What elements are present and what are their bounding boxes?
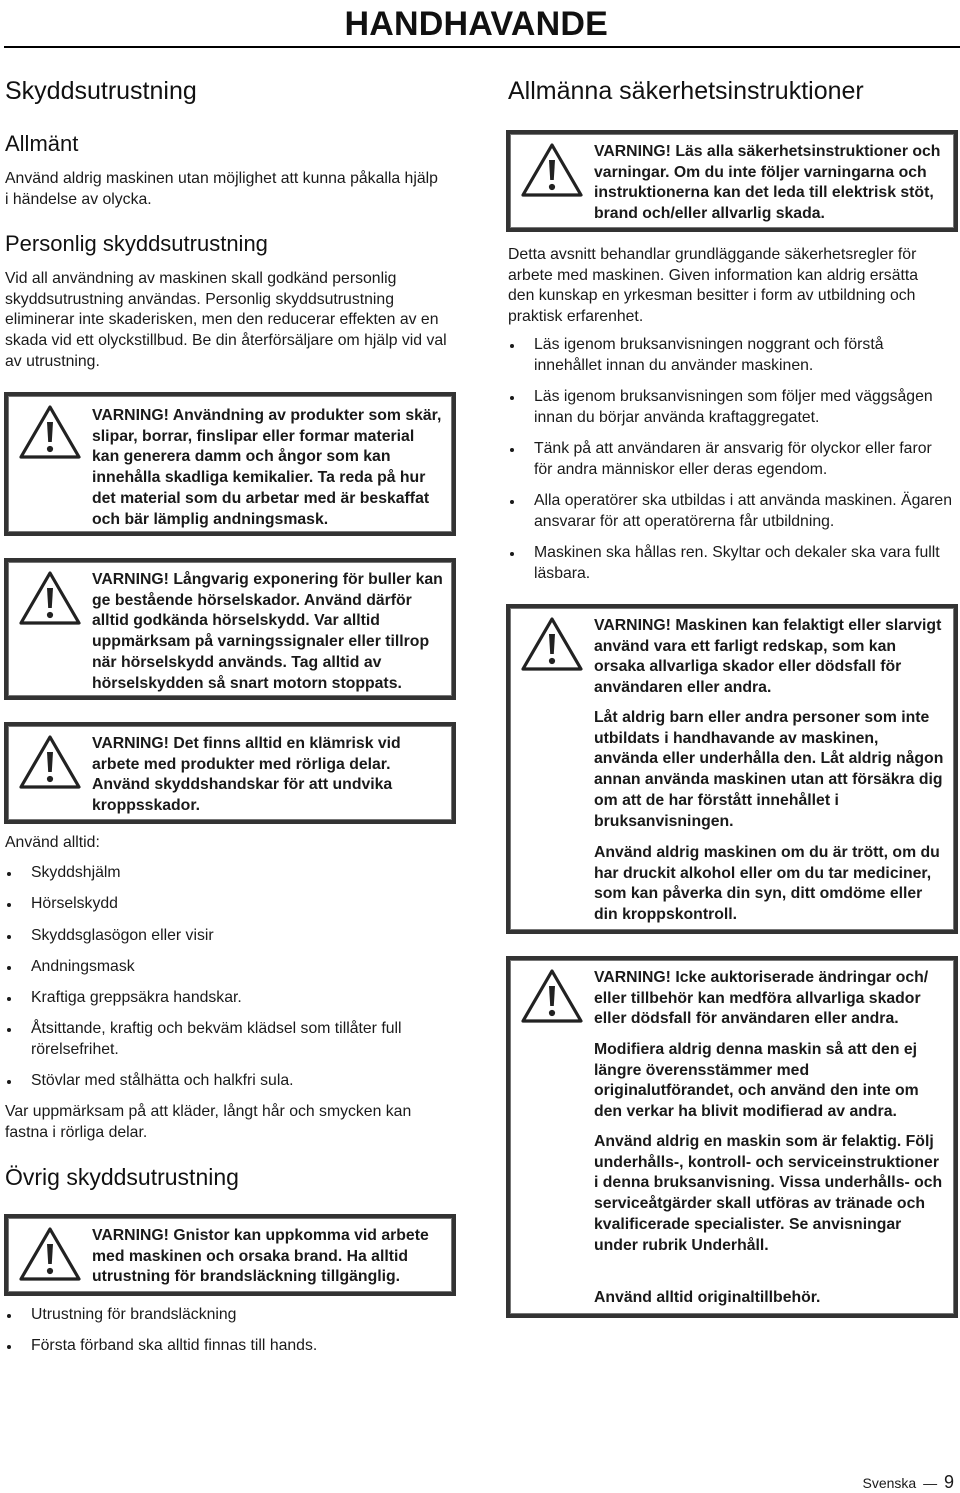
list-item: Läs igenom bruksanvisningen som följer med väggsågen innan du börjar använda kraftaggregatet. [508, 387, 953, 428]
warning-box-dangerous-tool [506, 604, 958, 934]
warning-paragraph-faulty: Använd aldrig en maskin som är felaktig. Följ underhålls-, kontroll- och serviceinstruktioner i denna bruksanvisning. Vissa underhålls- och serviceåtgärder skall utföras av tränade och kvalificerade specialister. Se anvisningar under rubrik Underhåll. [594, 1133, 943, 1254]
paragraph-personlig: Vid all användning av maskinen skall godkänd personlig skyddsutrustning användas. Personlig skyddsutrustning eliminerar inte skaderisken, men den reducerar effekten av en skada vid ett olyckstillbud. Be din återförsäljare om hjälp vid val av utrustning. [5, 270, 447, 370]
warning-triangle-icon [18, 404, 82, 460]
warning-paragraph-accessories: Använd alltid originaltillbehör. [594, 1289, 821, 1306]
paragraph-clothing-note: Var uppmärksam på att kläder, långt hår och smycken kan fastna i rörliga delar. [5, 1103, 412, 1141]
section-title-sakerhetsinstruktioner: Allmänna säkerhetsinstruktioner [508, 77, 864, 105]
list-item: Skyddshjälm [5, 863, 445, 884]
warning-box-noise [4, 558, 456, 700]
warning-text-modifications: VARNING! Icke auktoriserade ändringar och/ eller tillbehör kan medföra allvarliga skador eller dödsfall för användaren eller andra. [594, 969, 929, 1028]
warning-paragraph-children: Låt aldrig barn eller andra personer som inte utbildats i handhavande av maskinen, använda eller underhålla den. Låt aldrig någon annan använda maskinen utan att försäkra dig om att de har förstått innehållet i bruksanvisningen. [594, 709, 944, 830]
heading-allmant: Allmänt [5, 131, 79, 156]
footer-page-number: 9 [943, 1472, 954, 1492]
use-always-label: Använd alltid: [5, 834, 100, 851]
section-title-skyddsutrustning: Skyddsutrustning [5, 77, 197, 105]
list-item: Alla operatörer ska utbildas i att använda maskinen. Ägaren ansvarar för att operatörerna får utbildning. [508, 491, 953, 532]
footer-separator: — [923, 1475, 938, 1491]
warning-triangle-icon [520, 616, 584, 672]
warning-text-dangerous-tool: VARNING! Maskinen kan felaktigt eller slarvigt använd vara ett farligt redskap, som kan orsaka allvarliga skador eller dödsfall för användaren eller andra. [594, 617, 942, 697]
list-item: Kraftiga greppsäkra handskar. [5, 988, 445, 1009]
warning-triangle-icon [18, 734, 82, 790]
warning-text-sparks: VARNING! Gnistor kan uppkomma vid arbete med maskinen och orsaka brand. Ha alltid utrustning för brandsläckning tillgänglig. [92, 1227, 429, 1286]
paragraph-intro: Detta avsnitt behandlar grundläggande säkerhetsregler för arbete med maskinen. Given information kan aldrig ersätta den kunskap en yrkesman besitter i form av utbildning och praktisk erfarenhet. [508, 246, 919, 326]
page-header-title: HANDHAVANDE [344, 5, 608, 43]
footer-language: Svenska [862, 1475, 917, 1491]
list-item: Andningsmask [5, 957, 445, 978]
list-item: Tänk på att användaren är ansvarig för olyckor eller faror för andra människor eller deras egendom. [508, 439, 953, 480]
warning-text-dust: VARNING! Användning av produkter som skär, slipar, borrar, finslipar eller formar material kan generera damm och ångor som kan innehålla skadliga kemikalier. Ta reda på hur det material som du arbetar med är beskaffat och bär lämplig andningsmask. [92, 407, 442, 528]
warning-triangle-icon [18, 570, 82, 626]
warning-text-pinch: VARNING! Det finns alltid en klämrisk vid arbete med produkter med rörliga delar. Använd skyddshandskar för att undvika kroppsskador. [92, 735, 401, 815]
warning-box-sparks [4, 1214, 456, 1296]
warning-paragraph-modify: Modifiera aldrig denna maskin så att den ej längre överensstämmer med originalutförandet, och använd den inte om den verkar ha blivit modifierad av andra. [594, 1041, 919, 1121]
list-item: Utrustning för brandsläckning [5, 1305, 445, 1326]
safety-rules-list [508, 335, 953, 584]
use-always-list [5, 863, 445, 1092]
warning-box-modifications [506, 956, 958, 1318]
list-item: Stövlar med stålhätta och halkfri sula. [5, 1071, 445, 1092]
list-item: Åtsittande, kraftig och bekväm klädsel som tillåter full rörelsefrihet. [5, 1019, 445, 1060]
list-item: Maskinen ska hållas ren. Skyltar och dekaler ska vara fullt läsbara. [508, 543, 953, 584]
ovrig-list [5, 1305, 445, 1357]
list-item: Hörselskydd [5, 894, 445, 915]
warning-text-noise: VARNING! Långvarig exponering för buller kan ge bestående hörselskador. Använd därför alltid godkända hörselskydd. Var alltid uppmärksam på varningssignaler eller tillrop när hörselskydd används. Tag alltid av hörselskydden så snart motorn stoppats. [92, 571, 443, 692]
warning-paragraph-tired: Använd aldrig maskinen om du är trött, om du har druckit alkohol eller om du tar mediciner, som kan påverka din syn, ditt omdöme eller din kroppskontroll. [594, 844, 940, 924]
heading-ovrig: Övrig skyddsutrustning [5, 1164, 239, 1190]
warning-text-read-all: VARNING! Läs alla säkerhetsinstruktioner och varningar. Om du inte följer varningarna och instruktionerna kan det leda till elektrisk stöt, brand och/eller allvarlig skada. [594, 143, 941, 223]
paragraph-allmant: Använd aldrig maskinen utan möjlighet att kunna påkalla hjälp i händelse av olycka. [5, 170, 438, 208]
header-rule [4, 46, 960, 48]
warning-triangle-icon [520, 968, 584, 1024]
warning-triangle-icon [18, 1226, 82, 1282]
warning-triangle-icon [520, 142, 584, 198]
warning-box-read-all [506, 130, 958, 232]
page-footer [863, 1472, 955, 1493]
warning-box-dust [4, 392, 456, 536]
heading-personlig: Personlig skyddsutrustning [5, 231, 268, 256]
warning-box-pinch [4, 722, 456, 824]
list-item: Läs igenom bruksanvisningen noggrant och förstå innehållet innan du använder maskinen. [508, 335, 953, 376]
list-item: Första förband ska alltid finnas till hands. [5, 1336, 445, 1357]
list-item: Skyddsglasögon eller visir [5, 926, 445, 947]
